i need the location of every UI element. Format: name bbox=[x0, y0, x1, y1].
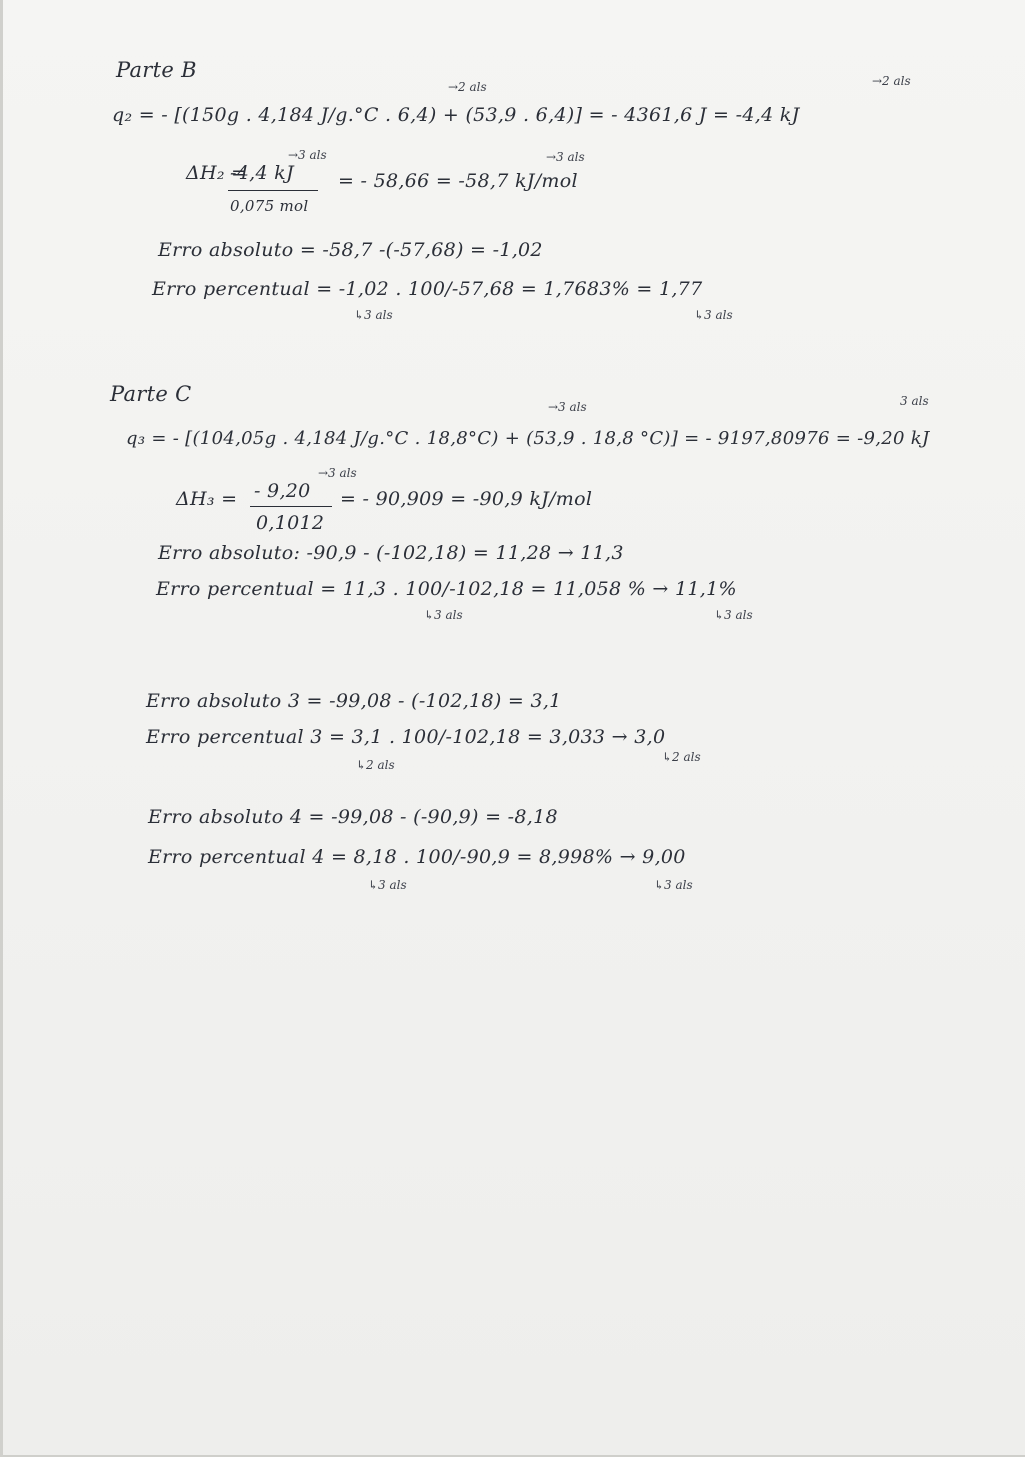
parte-b-fraction-bar bbox=[228, 190, 318, 191]
parte-c-note-b: 3 als bbox=[900, 394, 929, 408]
parte-b-dh-note: →3 als bbox=[288, 148, 327, 162]
erro4-note-b: ↳3 als bbox=[654, 878, 693, 892]
erro4-percentual: Erro percentual 4 = 8,18 . 100/-90,9 = 8,998% → 9,00 bbox=[148, 846, 686, 868]
parte-c-dh-result: = - 90,909 = -90,9 kJ/mol bbox=[340, 488, 593, 510]
parte-b-note-b: →2 als bbox=[872, 74, 911, 88]
parte-b-erro-percentual: Erro percentual = -1,02 . 100/-57,68 = 1,7683% = 1,77 bbox=[152, 278, 703, 300]
parte-b-dh-numerator: -4,4 kJ bbox=[230, 162, 294, 184]
erro3-percentual: Erro percentual 3 = 3,1 . 100/-102,18 = 3,033 → 3,0 bbox=[146, 726, 666, 748]
parte-c-erro-percentual: Erro percentual = 11,3 . 100/-102,18 = 11,058 % → 11,1% bbox=[156, 578, 737, 600]
parte-b-q-equation: q₂ = - [(150g . 4,184 J/g.°C . 6,4) + (53,9 . 6,4)] = - 4361,6 J = -4,4 kJ bbox=[112, 104, 800, 126]
parte-b-heading: Parte B bbox=[116, 58, 197, 82]
parte-b-dh-denominator: 0,075 mol bbox=[230, 197, 309, 215]
erro4-absoluto: Erro absoluto 4 = -99,08 - (-90,9) = -8,18 bbox=[148, 806, 558, 828]
parte-c-note-c: ↳3 als bbox=[424, 608, 463, 622]
parte-c-heading: Parte C bbox=[110, 382, 192, 406]
parte-c-note-a: →3 als bbox=[548, 400, 587, 414]
parte-c-q-equation: q₃ = - [(104,05g . 4,184 J/g.°C . 18,8°C) + (53,9 . 18,8 °C)] = - 9197,80976 = -9,20 kJ bbox=[126, 428, 930, 449]
parte-c-dh-denominator: 0,1012 bbox=[256, 512, 325, 534]
erro4-note-a: ↳3 als bbox=[368, 878, 407, 892]
parte-b-note-c: ↳3 als bbox=[354, 308, 393, 322]
erro3-absoluto: Erro absoluto 3 = -99,08 - (-102,18) = 3,1 bbox=[146, 690, 562, 712]
parte-b-dh-result: = - 58,66 = -58,7 kJ/mol bbox=[338, 170, 578, 192]
parte-c-dh-note: →3 als bbox=[318, 466, 357, 480]
parte-b-note-d: ↳3 als bbox=[694, 308, 733, 322]
parte-c-note-d: ↳3 als bbox=[714, 608, 753, 622]
parte-b-erro-absoluto: Erro absoluto = -58,7 -(-57,68) = -1,02 bbox=[158, 239, 543, 261]
parte-c-fraction-bar bbox=[250, 506, 332, 507]
erro3-note-b: ↳2 als bbox=[662, 750, 701, 764]
parte-c-dh-numerator: - 9,20 bbox=[254, 480, 311, 502]
erro3-note-a: ↳2 als bbox=[356, 758, 395, 772]
parte-b-dh-result-note: →3 als bbox=[546, 150, 585, 164]
parte-c-dh-prefix: ΔH₃ = bbox=[176, 488, 238, 510]
parte-c-erro-absoluto: Erro absoluto: -90,9 - (-102,18) = 11,28 → 11,3 bbox=[158, 542, 624, 564]
parte-b-dh-prefix: ΔH₂ = bbox=[186, 162, 248, 184]
parte-b-note-a: →2 als bbox=[448, 80, 487, 94]
